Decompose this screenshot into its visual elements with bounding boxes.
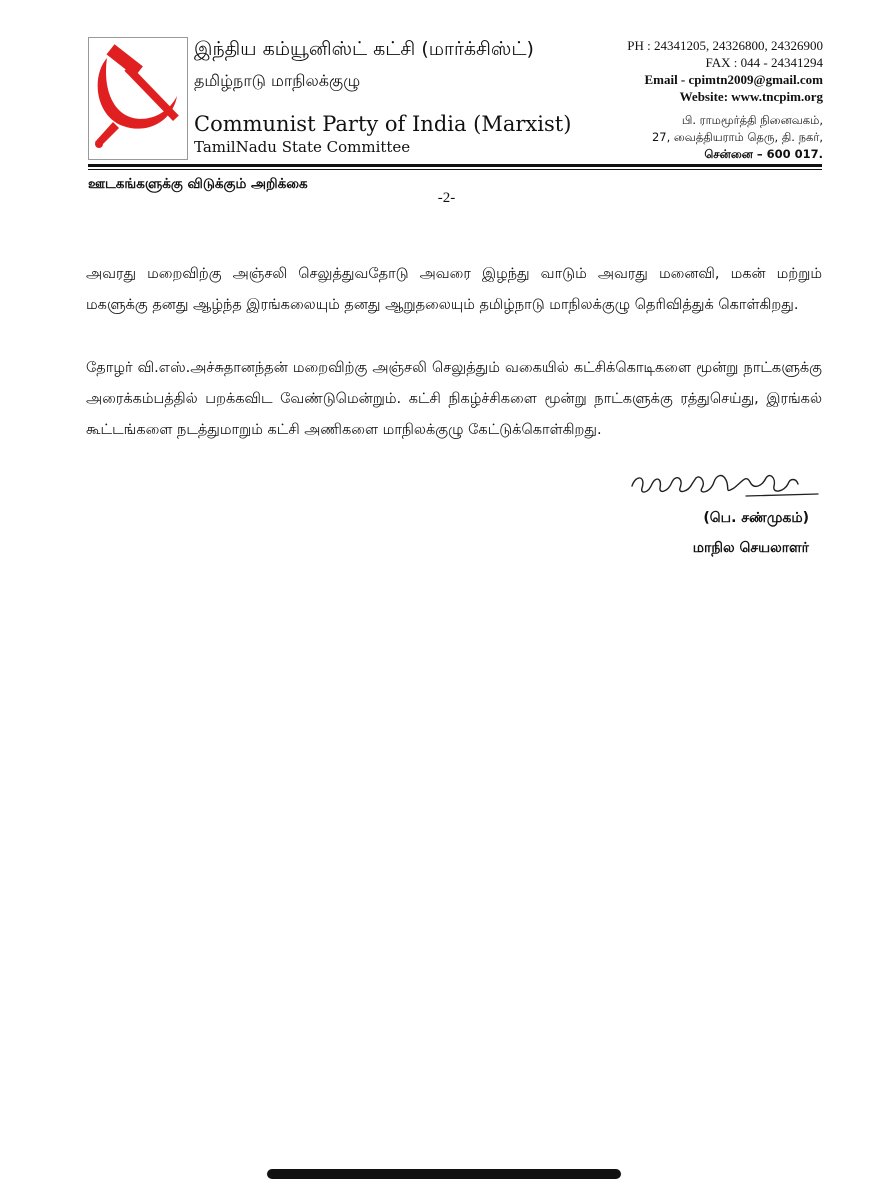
address-line-1: பி. ராமமூர்த்தி நினைவகம், xyxy=(681,113,823,127)
party-subtitle-english: TamilNadu State Committee xyxy=(194,138,411,156)
sickle-handle-end xyxy=(95,140,103,148)
phone-numbers: PH : 24341205, 24326800, 24326900 xyxy=(627,38,823,53)
page-number: -2- xyxy=(437,190,456,206)
handwritten-signature xyxy=(626,464,822,508)
signer-designation: மாநில செயலாளர் xyxy=(692,540,809,556)
party-title-tamil: இந்திய கம்யூனிஸ்ட் கட்சி (மார்க்சிஸ்ட்) xyxy=(194,38,534,60)
email-address: Email - cpimtn2009@gmail.com xyxy=(644,72,823,87)
body-paragraph-2: தோழர் வி.எஸ்.அச்சுதானந்தன் மறைவிற்கு அஞ்சலி செலுத்தும் வகையில் கட்சிக்கொடிகளை மூன்று நாட்களுக்கு அரைக்கம்பத்தில் பறக்கவிட வேண்டுமென்றும். கட்சி நிகழ்ச்சிகளை மூன்று நாட்களுக்கு ரத்துசெய்து, இரங்கல் கூட்டங்களை நடத்துமாறும் கட்சி அணிகளை மாநிலக்குழு கேட்டுக்கொள்கிறது. xyxy=(86,360,822,438)
party-logo xyxy=(88,37,188,160)
party-title-english: Communist Party of India (Marxist) xyxy=(194,112,572,136)
address-line-2: 27, வைத்தியராம் தெரு, தி. நகர், xyxy=(651,130,823,144)
hammer-head xyxy=(107,44,143,76)
contact-block xyxy=(627,37,823,163)
press-release-label: ஊடகங்களுக்கு விடுக்கும் அறிக்கை xyxy=(88,176,308,192)
fax-number: FAX : 044 - 24341294 xyxy=(705,55,823,70)
hammer-handle xyxy=(124,65,178,121)
website-address: Website: www.tncpim.org xyxy=(679,89,823,104)
header-divider-thin xyxy=(88,169,822,170)
home-indicator-bar[interactable] xyxy=(267,1169,621,1179)
header-divider xyxy=(88,164,822,167)
party-subtitle-tamil: தமிழ்நாடு மாநிலக்குழு xyxy=(194,71,361,90)
address-line-3: சென்னை – 600 017. xyxy=(704,147,823,161)
body-paragraph-1: அவரது மறைவிற்கு அஞ்சலி செலுத்துவதோடு அவரை இழந்து வாடும் அவரது மனைவி, மகன் மற்றும் மகளுக்கு தனது ஆழ்ந்த இரங்கலையும் தனது ஆறுதலையும் தமிழ்நாடு மாநிலக்குழு தெரிவித்துக் கொள்கிறது. xyxy=(86,266,822,313)
signer-name: (பெ. சண்முகம்) xyxy=(703,510,809,526)
hammer-sickle-icon xyxy=(89,38,189,161)
